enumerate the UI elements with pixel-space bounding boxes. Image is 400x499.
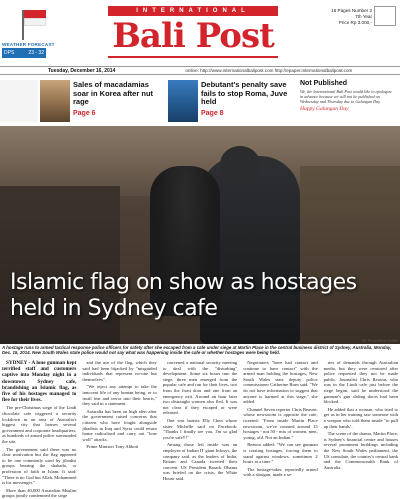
teaser-title: Sales of macadamias soar in Korea after nut rage xyxy=(73,80,154,106)
lead-headline: Islamic flag on show as hostages held in Sydney cafe xyxy=(10,270,357,321)
teaser-roma-juve[interactable] xyxy=(168,80,296,122)
date-bar xyxy=(0,66,400,75)
issue-year: 7th Year xyxy=(355,14,372,19)
teaser-page-ref: Page 8 xyxy=(201,110,224,117)
teaser-thumbnail xyxy=(40,80,70,122)
article-paragraph: More than 40,000 Australian Muslim groups jointly condemned the siege xyxy=(2,487,77,499)
article-column-3 xyxy=(163,360,237,480)
photo-caption: A hostage runs to armed tactical response police officers for safety after she escaped from a cafe under siege at Martin Place in the central business district of Sydney, Australia, Monday, Dec. 15, 2014. New South Wales state police would not say what was happening inside the cafe or whether hostages were being held. xyxy=(2,345,392,356)
masthead-brand: Bali Post xyxy=(112,16,274,56)
article-paragraph: Among those left inside was an employee of Indian IT giant Infosys, the company said, as the leaders of India, Britain and Canada tweeted their concern. US President Barack Obama was briefed on the crisis, the White House said. xyxy=(162,442,238,481)
not-published-notice xyxy=(296,78,400,124)
weather-box xyxy=(2,48,46,58)
notice-title: Not Published xyxy=(300,80,348,87)
article-paragraph: Prime Minister Tony Abbott xyxy=(86,444,139,450)
article-paragraph: convened a national security meeting to deal with the "disturbing" development. Some six hours into the siege, three men emerged from the popular cafe and ran for their lives, two from the front door and one from an emergency exit. Around an hour later two distraught women also fled. It was not clear if they escaped or were released. xyxy=(162,360,238,416)
article-column-1 xyxy=(2,360,77,499)
article-paragraph: The government said there was no clear motivation but the flag appeared to be one commonly used by jihadist groups bearing the shahada, or profession of faith in Islam. It said: "There is no God but Allah, Mohammed is his messenger." xyxy=(2,446,77,486)
article-lead: SYDNEY - A lone gunman kept terrified staff and customers captive into Monday night in a downtown Sydney cafe, brandishing an Islamic flag, as five of his hostages managed to flee for their lives. xyxy=(2,360,77,404)
notice-body: We, the International Bali Post would like to apologize in advance because we will not be published on Wednesday and Thursday due to Galungan Day. xyxy=(300,89,392,104)
issue-price: Price Rp 3.000,- xyxy=(338,20,372,25)
article-column-5 xyxy=(324,360,398,480)
issue-pages: 16 Pages Number 2 xyxy=(331,8,372,13)
weather-location: DPS xyxy=(4,50,15,56)
article-paragraph: "We reject any attempt to take the innocent life of any human being, or to instil fear and terror into their hearts," they said in a statement. xyxy=(82,384,157,407)
article-paragraph: Australia has been on high alert after the government raised concerns that citizens who have fought alongside jihadists in Iraq and Syria could return home radicalised and carry out "lone wolf" attacks. xyxy=(82,408,157,442)
article-column-2 xyxy=(82,360,156,480)
teaser-thumbnail xyxy=(168,80,198,122)
weather-label: WEATHER FORECAST xyxy=(2,42,55,47)
website-link[interactable]: online: http://www.internationalbalipost.com http://epaper.internationalbalipost.com xyxy=(185,68,353,73)
sponsor-logo xyxy=(374,6,396,26)
article-paragraph: The hostage-taker, reportedly armed with a shotgun, made a se- xyxy=(243,466,318,478)
issue-info xyxy=(331,8,372,26)
teaser-title: Debutant's penalty save fails to stop Roma, Juve held xyxy=(201,80,288,106)
teaser-macadamias[interactable] xyxy=(40,80,168,122)
weather-temp: 23 - 32 xyxy=(28,50,44,56)
international-banner: INTERNATIONAL xyxy=(108,6,278,16)
article-paragraph: He added that a woman, who tried to get us in her training saw someone with a weapon who told them inside "to pull up their hands". xyxy=(323,406,399,429)
article-paragraph: Channel Seven reporter Chris Reason, whose newsroom is opposite the cafe, tweeted: "From inside Martin Place newsroom, we've counted around 15 hostages - not 50 - mix of women, men, young, old. Not an Indian." xyxy=(243,406,318,440)
article-paragraph: and the use of the flag, which they said had been hijacked by "misguided individuals that represent no-one but themselves". xyxy=(82,360,157,382)
photo-credit: AP Photo/Rob Griffith xyxy=(361,339,398,343)
article-paragraph: One was barista Elly Chen whose sister Michelle said on Facebook: "Thanks I finally see you. I'm so glad you're safe!!!" xyxy=(162,417,238,440)
helmet-figure xyxy=(220,146,260,182)
article-paragraph: Negotiators "have had contact and continue to have contact" with the armed man holding the hostages, New South Wales state deputy police commissioner Catherine Burn said. "We do not have information to suggest that anyone is harmed at this stage," she added. xyxy=(243,360,318,405)
article-column-4 xyxy=(243,360,317,480)
issue-date: Tuesday, December 16, 2014 xyxy=(48,67,116,74)
teaser-page-ref: Page 6 xyxy=(73,110,96,117)
article-paragraph: The pre-Christmas siege of the Lindt chocolate cafe triggered a security lockdown in an area of Australia's biggest city that houses several government and corporate headquarters, as hundreds of armed police surrounded the site. xyxy=(2,405,77,444)
masthead-rule xyxy=(108,56,278,58)
article-paragraph: The scene of the drama, Martin Place, is Sydney's financial centre and houses several prominent buildings including the New South Wales parliament, the US consulate, the country's central bank and the Commonwealth Bank of Australia. xyxy=(323,431,399,470)
article-paragraph: Reason added: "We can see gunman is rotating hostages, forcing them to stand against windows, sometimes 2 hours at a time." xyxy=(243,442,318,465)
lead-photo xyxy=(0,126,400,344)
teaser-spacer xyxy=(0,80,38,122)
article-paragraph: ries of demands through Australian media, but they were censored after police requested they not be made public. Journalist Chris Reason, who was in the Lindt cafe just before the siege began, said he understood the gunman's gun sliding doors had been blocked. xyxy=(323,360,399,405)
lead-article xyxy=(2,360,399,499)
notice-greeting: Happy Galungan Day xyxy=(300,106,349,112)
